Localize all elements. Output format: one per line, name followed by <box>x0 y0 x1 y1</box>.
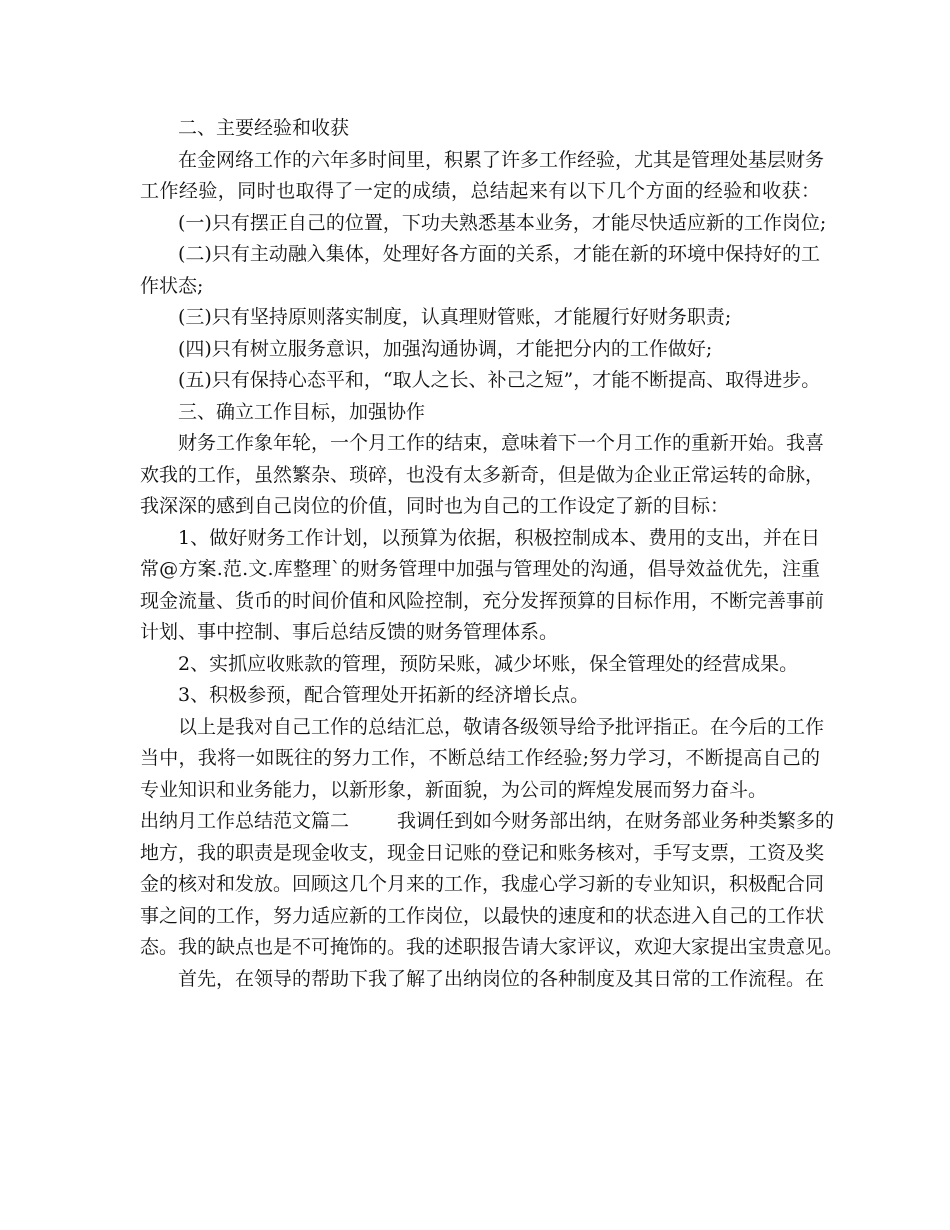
list-item: (一)只有摆正自己的位置，下功夫熟悉基本业务，才能尽快适应新的工作岗位; <box>178 211 827 234</box>
list-item: (三)只有坚持原则落实制度，认真理财管账，才能履行好财务职责; <box>178 306 732 328</box>
article-title: 出纳月工作总结范文篇二 <box>140 810 350 832</box>
paragraph-line: 常@方案.范.文.库整理`的财务管理中加强与管理处的沟通，倡导效益优先，注重 <box>140 558 820 580</box>
list-item: (四)只有树立服务意识，加强沟通协调，才能把分内的工作做好; <box>178 337 713 360</box>
paragraph-line: 财务工作象年轮，一个月工作的结束，意味着下一个月工作的重新开始。我喜 <box>178 432 825 454</box>
section-heading: 三、确立工作目标，加强协作 <box>178 400 426 423</box>
list-item: 3、积极参预，配合管理处开拓新的经济增长点。 <box>178 684 590 706</box>
paragraph-line: 当中，我将一如既往的努力工作，不断总结工作经验;努力学习，不断提高自己的 <box>140 747 820 769</box>
paragraph-line: 作状态; <box>140 274 204 297</box>
article-title-line <box>140 806 835 838</box>
paragraph-line: 金的核对和发放。回顾这几个月来的工作，我虚心学习新的专业知识，积极配合同 <box>140 873 825 895</box>
section-heading: 二、主要经验和收获 <box>178 117 350 139</box>
paragraph-line: 专业知识和业务能力，以新形象，新面貌，为公司的辉煌发展而努力奋斗。 <box>140 778 768 801</box>
paragraph-line: 态。我的缺点也是不可掩饰的。我的述职报告请大家评议，欢迎大家提出宝贵意见。 <box>140 936 844 958</box>
paragraph-line: 我深深的感到自己岗位的价值，同时也为自己的工作设定了新的目标： <box>140 495 730 517</box>
paragraph-line: 欢我的工作，虽然繁杂、琐碎，也没有太多新奇，但是做为企业正常运转的命脉， <box>140 463 825 486</box>
paragraph-line: 首先，在领导的帮助下我了解了出纳岗位的各种制度及其日常的工作流程。在 <box>178 967 825 990</box>
paragraph-start: 我调任到如今财务部出纳，在财务部业务种类繁多的 <box>397 810 835 832</box>
paragraph-line: 现金流量、货币的时间价值和风险控制，充分发挥预算的目标作用，不断完善事前 <box>140 589 825 612</box>
list-item: (二)只有主动融入集体，处理好各方面的关系，才能在新的环境中保持好的工 <box>178 243 820 265</box>
document-body <box>140 113 844 995</box>
paragraph-line: 事之间的工作，努力适应新的工作岗位，以最快的速度和的状态进入自己的工作状 <box>140 904 825 927</box>
paragraph-line: 计划、事中控制、事后总结反馈的财务管理体系。 <box>140 621 559 643</box>
paragraph-line: 地方，我的职责是现金收支，现金日记账的登记和账务核对，手写支票，工资及奖 <box>140 841 825 864</box>
paragraph-line: 以上是我对自己工作的总结汇总，敬请各级领导给予批评指正。在今后的工作 <box>178 715 825 738</box>
list-item: 2、实抓应收账款的管理，预防呆账，减少坏账，保全管理处的经营成果。 <box>178 652 799 675</box>
paragraph-line: 工作经验，同时也取得了一定的成绩，总结起来有以下几个方面的经验和收获： <box>140 180 820 202</box>
paragraph-line: 在金网络工作的六年多时间里，积累了许多工作经验，尤其是管理处基层财务 <box>178 148 825 171</box>
list-item: 1、做好财务工作计划，以预算为依据，积极控制成本、费用的支出，并在日 <box>178 526 820 549</box>
list-item: (五)只有保持心态平和，“取人之长、补己之短”，才能不断提高、取得进步。 <box>178 369 821 391</box>
